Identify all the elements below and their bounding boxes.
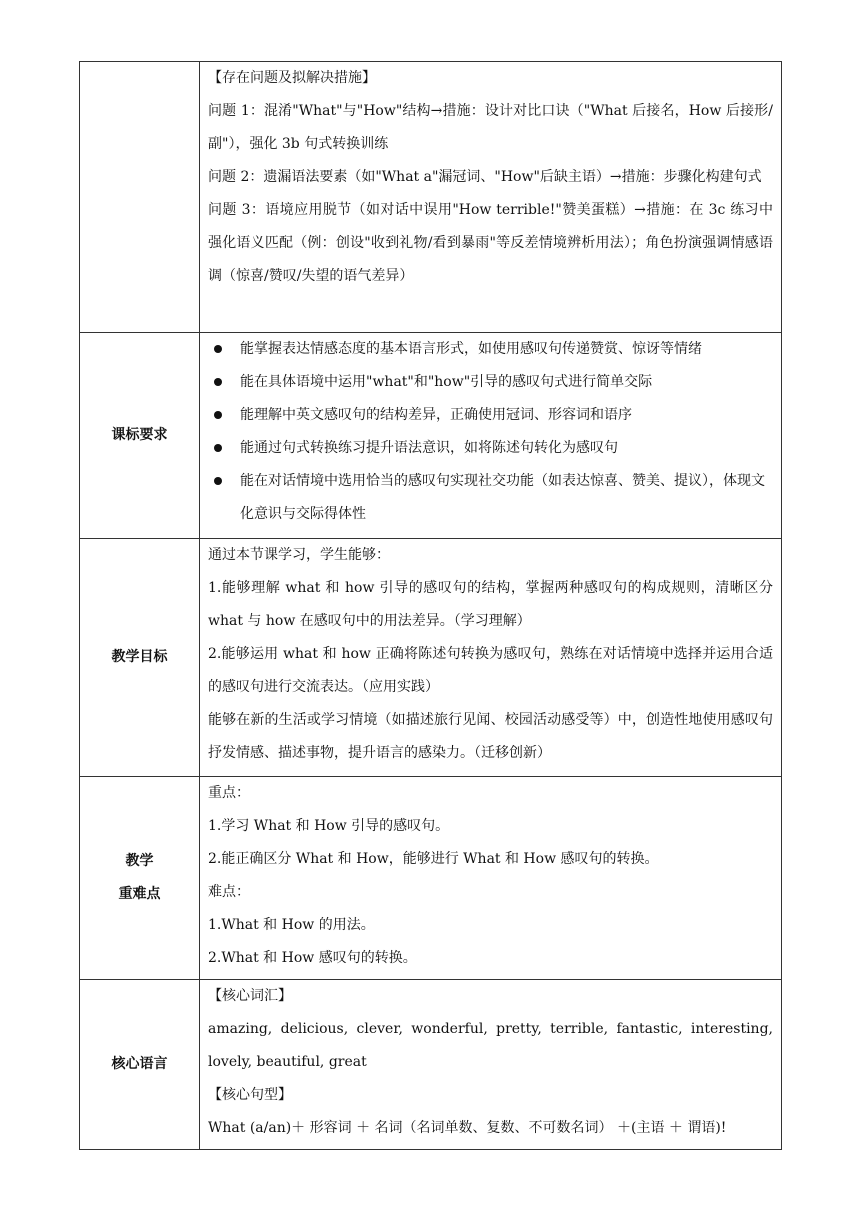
row-label-empty xyxy=(80,62,200,333)
problem-2: 问题 2：遗漏语法要素（如"What a"漏冠词、"How"后缺主语）→措施：步骤化构建句式 xyxy=(208,169,762,185)
problems-content xyxy=(200,62,782,333)
row-label-curriculum: 课标要求 xyxy=(80,333,200,539)
row-key-difficult-points xyxy=(80,777,782,980)
curriculum-content xyxy=(200,333,782,539)
bullet-dot-icon xyxy=(208,432,240,465)
difficult-points-heading: 难点： xyxy=(208,884,250,900)
bullet-item: 能在具体语境中运用"what"和"how"引导的感叹句式进行简单交际 xyxy=(208,366,773,399)
bullet-item: 能理解中英文感叹句的结构差异，正确使用冠词、形容词和语序 xyxy=(208,399,773,432)
row-label-key-points: 教学 重难点 xyxy=(80,777,200,980)
objective-1: 1.能够理解 what 和 how 引导的感叹句的结构，掌握两种感叹句的构成规则，清晰区分 what 与 how 在感叹句中的用法差异。（学习理解） xyxy=(208,580,773,629)
row-label-objectives: 教学目标 xyxy=(80,539,200,777)
objective-3: 能够在新的生活或学习情境（如描述旅行见闻、校园活动感受等）中，创造性地使用感叹句抒发情感、描述事物，提升语言的感染力。（迁移创新） xyxy=(208,712,773,761)
key-points-heading: 重点： xyxy=(208,785,250,801)
objectives-content xyxy=(200,539,782,777)
key-point-2: 2.能正确区分 What 和 How，能够进行 What 和 How 感叹句的转换。 xyxy=(208,851,659,867)
difficult-point-1: 1.What 和 How 的用法。 xyxy=(208,917,375,933)
bullet-dot-icon xyxy=(208,399,240,432)
core-vocab-heading: 【核心词汇】 xyxy=(208,988,292,1004)
bullet-item: 能通过句式转换练习提升语法意识，如将陈述句转化为感叹句 xyxy=(208,432,773,465)
bullet-item: 能掌握表达情感态度的基本语言形式，如使用感叹句传递赞赏、惊讶等情绪 xyxy=(208,333,773,366)
problem-1: 问题 1：混淆"What"与"How"结构→措施：设计对比口诀（"What 后接名，How 后接形/副"），强化 3b 句式转换训练 xyxy=(208,103,773,152)
objectives-intro: 通过本节课学习，学生能够： xyxy=(208,547,390,563)
row-problems xyxy=(80,62,782,333)
difficult-point-2: 2.What 和 How 感叹句的转换。 xyxy=(208,950,417,966)
problem-3: 问题 3：语境应用脱节（如对话中误用"How terrible!"赞美蛋糕）→措施：在 3c 练习中强化语义匹配（例：创设"收到礼物/看到暴雨"等反差情境辨析用法）；角色扮演强调情感语调（惊喜/赞叹/失望的语气差异） xyxy=(208,202,773,284)
lesson-plan-table xyxy=(79,61,782,1150)
key-points-content xyxy=(200,777,782,980)
core-language-content xyxy=(200,980,782,1150)
row-teaching-objectives xyxy=(80,539,782,777)
bullet-item: 能在对话情境中选用恰当的感叹句实现社交功能（如表达惊喜、赞美、提议），体现文化意识与交际得体性 xyxy=(208,465,773,531)
row-label-core-language: 核心语言 xyxy=(80,980,200,1150)
problems-heading: 【存在问题及拟解决措施】 xyxy=(208,70,376,86)
row-core-language xyxy=(80,980,782,1150)
row-curriculum-requirements xyxy=(80,333,782,539)
core-sentence-heading: 【核心句型】 xyxy=(208,1087,292,1103)
key-point-1: 1.学习 What 和 How 引导的感叹句。 xyxy=(208,818,450,834)
core-vocab-list: amazing, delicious, clever, wonderful, pretty, terrible, fantastic, interesting, lovely, beautiful, great xyxy=(208,1021,773,1070)
bullet-dot-icon xyxy=(208,465,240,531)
objective-2: 2.能够运用 what 和 how 正确将陈述句转换为感叹句，熟练在对话情境中选择并运用合适的感叹句进行交流表达。（应用实践） xyxy=(208,646,773,695)
core-sentence-pattern: What (a/an)＋ 形容词 ＋ 名词（名词单数、复数、不可数名词） ＋(主语 ＋ 谓语)! xyxy=(208,1120,727,1136)
bullet-dot-icon xyxy=(208,366,240,399)
bullet-dot-icon xyxy=(208,333,240,366)
